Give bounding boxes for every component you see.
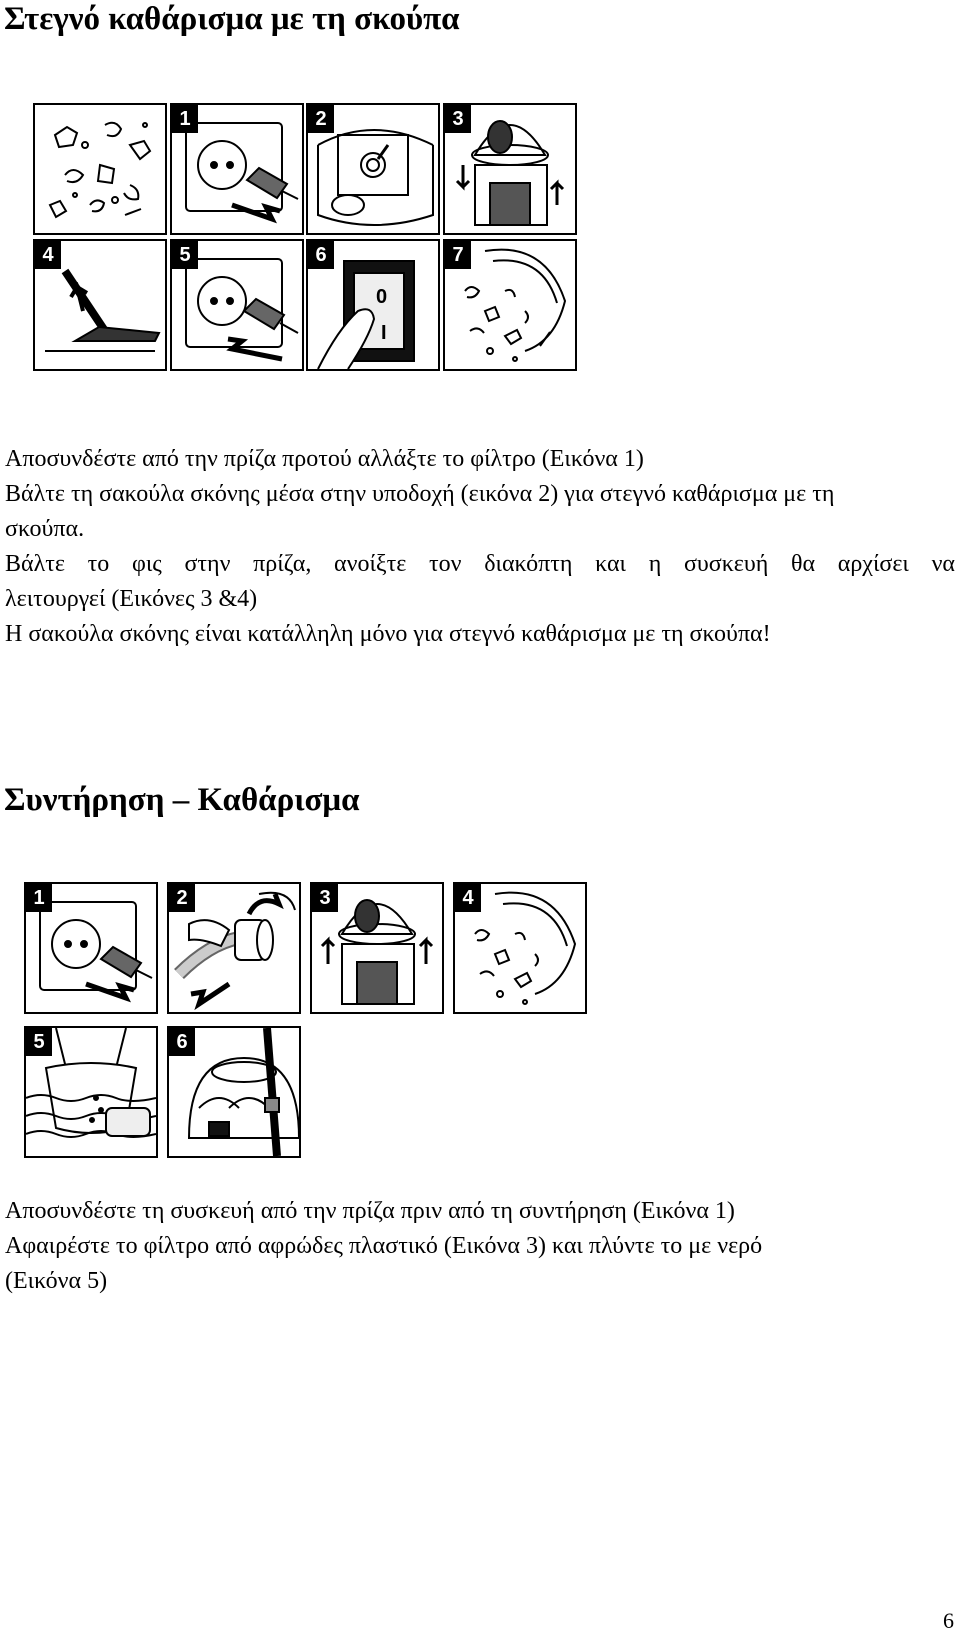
figure-7-empty bbox=[443, 239, 577, 371]
figure-4-empty bbox=[453, 882, 587, 1014]
figure-6-switch bbox=[306, 239, 440, 371]
instruction-line: Αποσυνδέστε από την πρίζα προτού αλλάξτε το φίλτρο (Εικόνα 1) bbox=[5, 446, 644, 472]
instruction-line: (Εικόνα 5) bbox=[5, 1268, 108, 1294]
figure-number: 6 bbox=[308, 241, 334, 269]
figure-6-reassemble bbox=[167, 1026, 301, 1158]
figure-dust-debris bbox=[33, 103, 167, 235]
figure-3-motor-head bbox=[310, 882, 444, 1014]
dust-debris-icon bbox=[35, 105, 165, 233]
figure-4-nozzle bbox=[33, 239, 167, 371]
switch-on-mark: I bbox=[381, 322, 387, 344]
instruction-line: λειτουργεί (Εικόνες 3 &4) bbox=[5, 586, 258, 612]
figure-number: 4 bbox=[35, 241, 61, 269]
section-heading-dry-cleaning: Στεγνό καθάρισμα με τη σκούπα bbox=[4, 1, 460, 37]
figure-number: 3 bbox=[445, 105, 471, 133]
figure-number: 3 bbox=[312, 884, 338, 912]
figure-1-unplug bbox=[170, 103, 304, 235]
section-heading-maintenance: Συντήρηση – Καθάρισμα bbox=[4, 782, 360, 818]
instruction-line: Η σακούλα σκόνης είναι κατάλληλη μόνο για στεγνό καθάρισμα με τη σκούπα! bbox=[5, 621, 771, 647]
instruction-line: σκούπα. bbox=[5, 516, 85, 542]
figure-number: 2 bbox=[169, 884, 195, 912]
dry-cleaning-instructions bbox=[5, 442, 955, 652]
instruction-line: Αφαιρέστε το φίλτρο από αφρώδες πλαστικό (Εικόνα 3) και πλύντε το με νερό bbox=[5, 1233, 763, 1259]
figure-number: 4 bbox=[455, 884, 481, 912]
figure-number: 5 bbox=[26, 1028, 52, 1056]
instruction-line: Βάλτε το φις στην πρίζα, ανοίξτε τον διακόπτη και η συσκευή θα αρχίσει να bbox=[5, 551, 955, 577]
instruction-line: Βάλτε τη σακούλα σκόνης μέσα στην υποδοχή (εικόνα 2) για στεγνό καθάρισμα με τη bbox=[5, 481, 835, 507]
figure-2-dust-bag bbox=[306, 103, 440, 235]
figure-number: 1 bbox=[172, 105, 198, 133]
figure-number: 1 bbox=[26, 884, 52, 912]
figure-1-unplug bbox=[24, 882, 158, 1014]
instruction-line: Αποσυνδέστε τη συσκευή από την πρίζα πριν από τη συντήρηση (Εικόνα 1) bbox=[5, 1198, 735, 1224]
figure-number: 5 bbox=[172, 241, 198, 269]
maintenance-instructions bbox=[5, 1194, 955, 1299]
figure-number: 6 bbox=[169, 1028, 195, 1056]
figure-5-rinse bbox=[24, 1026, 158, 1158]
switch-off-mark: 0 bbox=[376, 286, 388, 308]
figure-3-motor-head bbox=[443, 103, 577, 235]
page-number: 6 bbox=[943, 1608, 954, 1633]
figure-number: 7 bbox=[445, 241, 471, 269]
figure-5-plug-in bbox=[170, 239, 304, 371]
figure-2-hose bbox=[167, 882, 301, 1014]
figure-number: 2 bbox=[308, 105, 334, 133]
